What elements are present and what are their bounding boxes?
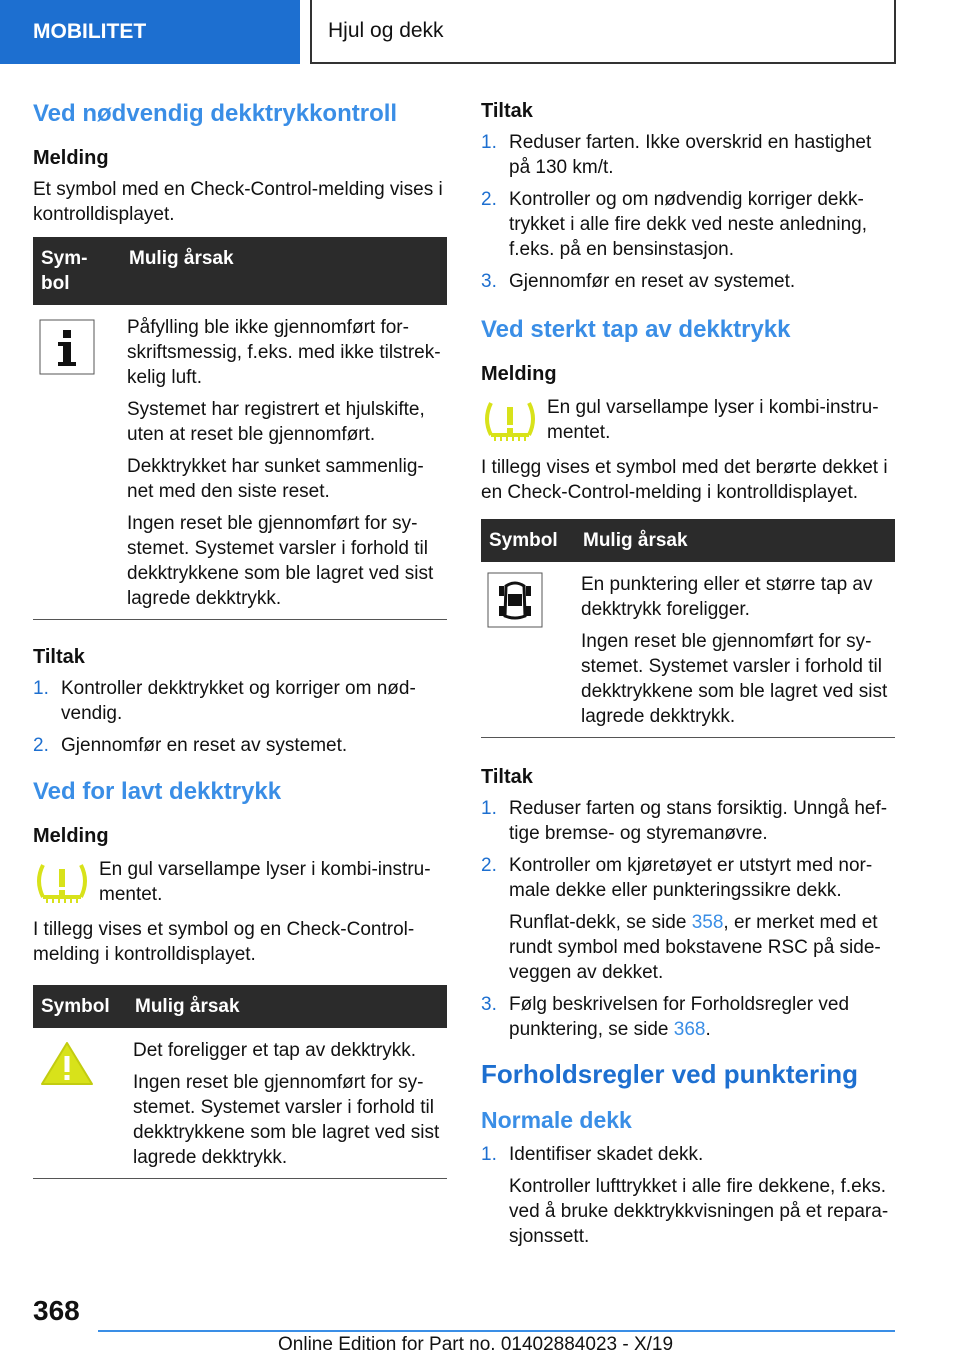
step-text: Gjennomfør en reset av systemet. (61, 735, 348, 757)
table-header-row (33, 985, 447, 1028)
cause-text: Ingen reset ble gjennomført for sy-stemet. Systemet varsler i forhold til dekktrykkene som ble lagret ved sist lagrede dekktrykk. (581, 631, 888, 728)
step-number: 1. (33, 678, 49, 700)
tiltak-list (481, 796, 895, 1042)
tiltak-heading: Tiltak (33, 646, 85, 669)
tiltak-heading: Tiltak (481, 766, 533, 789)
page-number: 368 (33, 1295, 80, 1326)
table-row (33, 305, 447, 620)
list-item (481, 187, 895, 262)
list-item (481, 130, 895, 180)
melding-heading: Melding (33, 825, 109, 848)
step-text (509, 1142, 895, 1249)
step-text: Kontroller og om nødvendig korriger dekk-trykket i alle fire dekk ved neste anledning, f.eks. på en bensinstasjon. (509, 189, 868, 260)
col-header-cause: Mulig årsak (575, 519, 895, 562)
car-tire-diagram-icon (487, 572, 543, 628)
step-number: 2. (481, 855, 497, 877)
cause-text: Dekktrykket har sunket sammenlig-net med den siste reset. (127, 456, 424, 503)
info-icon (39, 319, 95, 375)
section-title-punktering: Forholdsregler ved punktering (481, 1059, 859, 1090)
chapter-label: Hjul og dekk (328, 19, 444, 42)
list-item (481, 992, 895, 1042)
tiltak-list (481, 130, 895, 294)
punktering-list (481, 1142, 895, 1249)
list-item (481, 1142, 895, 1249)
tire-pressure-warning-icon (481, 399, 539, 441)
step-text: Følg beskrivelsen for Forholdsregler ved punktering, se side 368. (509, 994, 850, 1041)
page-link-368[interactable]: 368 (673, 1019, 706, 1041)
cause-text: Det foreligger et tap av dekktrykk. (133, 1040, 417, 1062)
step-number: 1. (481, 132, 497, 153)
step-number: 1. (481, 798, 497, 820)
cause-table-3 (481, 519, 895, 738)
step-number: 3. (481, 271, 497, 292)
chapter-tab (310, 0, 896, 64)
footer-divider (98, 1330, 895, 1332)
section-tab (0, 0, 300, 64)
subsection-title-normale-dekk: Normale dekk (481, 1106, 632, 1133)
cause-text: En punktering eller et større tap av dekktrykk foreligger. (581, 574, 873, 621)
step-text: Reduser farten. Ikke overskrid en hastighet på 130 km/t. (509, 132, 872, 178)
step-main: Kontroller om kjøretøyet er utstyrt med nor-male dekke eller punkteringssikre dekk. (509, 855, 873, 902)
step-sub: Runflat-dekk, se side 358, er merket med et rundt symbol med bokstavene RSC på side-veggen av dekket. (509, 912, 881, 984)
section-title-lavt-dekktrykk: Ved for lavt dekktrykk (33, 778, 282, 806)
edition-text: Online Edition for Part no. 01402884023 - X/19 (278, 1334, 674, 1355)
step-text (509, 853, 895, 985)
step-main: Identifiser skadet dekk. (509, 1143, 704, 1165)
col-header-symbol: Sym-bol (33, 237, 121, 305)
table-row (481, 562, 895, 738)
cause-text: Systemet har registrert et hjulskifte, uten at reset ble gjennomført. (127, 399, 425, 446)
section-title-sterkt-tap: Ved sterkt tap av dekktrykk (481, 316, 791, 343)
col-header-cause: Mulig årsak (121, 237, 447, 305)
tiltak-heading: Tiltak (481, 100, 533, 122)
cause-table-2 (33, 985, 447, 1179)
step-text: Kontroller dekktrykket og korriger om nød-vendig. (61, 678, 416, 725)
table-row (33, 1028, 447, 1179)
cause-text: Påfylling ble ikke gjennomført for-skriftsmessig, f.eks. med ikke tilstrek-kelig luft. (127, 317, 441, 389)
extra-text: I tillegg vises et symbol med det berørte dekket i en Check-Control-melding i kontrolldisplayet. (481, 457, 888, 504)
col-header-cause: Mulig årsak (127, 985, 447, 1028)
step-sub: Kontroller lufttrykket i alle fire dekkene, f.eks. ved å bruke dekktrykkvisningen på et repara-sjonssett. (509, 1175, 889, 1247)
lamp-text: En gul varsellampe lyser i kombi-instru-mentet. (547, 397, 879, 444)
cause-text: Ingen reset ble gjennomført for sy-stemet. Systemet varsler i forhold til dekktrykkene som ble lagret ved sist lagrede dekktrykk. (127, 513, 434, 610)
col-header-symbol: Symbol (33, 985, 127, 1028)
cause-text: Ingen reset ble gjennomført for sy-stemet. Systemet varsler i forhold til dekktrykkene som ble lagret ved sist lagrede dekktrykk. (133, 1072, 440, 1169)
table-header-row (481, 519, 895, 562)
list-item (33, 676, 447, 726)
step-number: 3. (481, 994, 497, 1016)
cause-table-1 (33, 237, 447, 620)
list-item (481, 269, 895, 294)
warning-triangle-icon (39, 1040, 95, 1088)
col-header-symbol: Symbol (481, 519, 575, 562)
step-number: 2. (481, 189, 497, 210)
step-text: Gjennomfør en reset av systemet. (509, 271, 796, 292)
lamp-text: En gul varsellampe lyser i kombi-instru-mentet. (99, 859, 431, 906)
step-number: 2. (33, 735, 49, 757)
melding-heading: Melding (481, 363, 557, 386)
list-item (481, 796, 895, 846)
right-column (481, 98, 895, 1256)
table-header-row (33, 237, 447, 305)
extra-text: I tillegg vises et symbol og en Check-Control-melding i kontrolldisplayet. (33, 919, 415, 966)
section-title-dekktrykkontroll: Ved nødvendig dekktrykkontroll (33, 100, 398, 127)
warning-lamp-row (481, 395, 895, 445)
section-label: MOBILITET (33, 20, 147, 43)
melding-text: Et symbol med en Check-Control-melding vises i kontrolldisplayet. (33, 179, 443, 226)
tire-pressure-warning-icon (33, 861, 91, 903)
tiltak-list (33, 676, 447, 758)
melding-heading: Melding (33, 147, 109, 170)
list-item (481, 853, 895, 985)
warning-lamp-row (33, 857, 447, 907)
page-link-358[interactable]: 358 (691, 912, 724, 934)
list-item (33, 733, 447, 758)
step-text: Reduser farten og stans forsiktig. Unngå hef-tige bremse- og styremanøvre. (509, 798, 888, 845)
left-column (33, 98, 447, 1179)
step-number: 1. (481, 1143, 497, 1165)
